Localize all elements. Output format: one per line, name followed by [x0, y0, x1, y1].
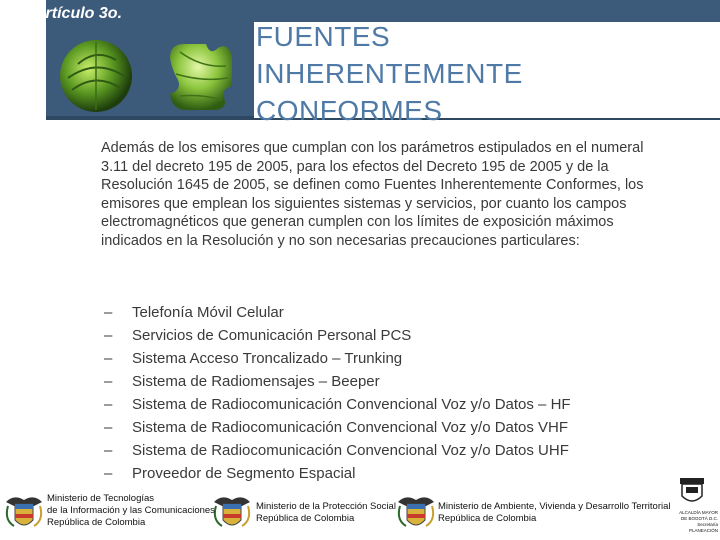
list-item: [104, 393, 571, 416]
bogota-logo-line: ALCALDÍA MAYOR: [679, 510, 718, 515]
ministry-tic-label: [47, 493, 215, 529]
ministry-environment-label: [438, 501, 671, 525]
list-item-text: Servicios de Comunicación Personal PCS: [132, 327, 412, 344]
list-dash: –: [104, 442, 113, 459]
list-item-text: Sistema Acceso Troncalizado – Trunking: [132, 350, 403, 367]
systems-list: [104, 301, 571, 485]
list-dash: –: [104, 396, 113, 413]
list-item: [104, 416, 571, 439]
ministry-tic-line: de la Información y las Comunicaciones: [47, 505, 215, 516]
list-item-text: Sistema de Radiocomunicación Convencional Voz y/o Datos UHF: [132, 442, 569, 459]
ministry-social-line: República de Colombia: [256, 513, 355, 524]
page-title: [256, 18, 656, 129]
list-item-text: Sistema de Radiomensajes – Beeper: [132, 373, 380, 390]
list-dash: –: [104, 327, 113, 344]
ministry-environment-line: República de Colombia: [438, 513, 537, 524]
title-line-1: FUENTES: [256, 21, 391, 52]
green-leaf-puzzle-icon: [162, 38, 238, 114]
colombia-coat-of-arms-icon: [212, 492, 252, 532]
list-item-text: Telefonía Móvil Celular: [132, 304, 284, 321]
colombia-coat-of-arms-icon: [4, 492, 44, 532]
title-line-2: INHERENTEMENTE: [256, 58, 523, 89]
list-item: [104, 370, 571, 393]
bogota-logo-text: [660, 510, 718, 534]
article-label: Artículo 3o.: [34, 5, 123, 22]
bogota-logo-line: Secretaría: [697, 522, 718, 527]
list-dash: –: [104, 304, 113, 321]
list-dash: –: [104, 373, 113, 390]
bogota-logo-line: PLANEACIÓN: [688, 528, 718, 533]
green-leaf-sphere-icon: [58, 38, 134, 114]
list-item: [104, 439, 571, 462]
list-item-text: Sistema de Radiocomunicación Convencional Voz y/o Datos VHF: [132, 419, 569, 436]
list-item-text: Sistema de Radiocomunicación Convencional Voz y/o Datos – HF: [132, 396, 571, 413]
list-item: [104, 301, 571, 324]
ministry-environment-line: Ministerio de Ambiente, Vivienda y Desarrollo Territorial: [438, 501, 671, 512]
list-item-text: Proveedor de Segmento Espacial: [132, 465, 356, 482]
list-item: [104, 347, 571, 370]
list-dash: –: [104, 465, 113, 482]
ministry-tic-line: República de Colombia: [47, 517, 146, 528]
ministry-social-line: Ministerio de la Protección Social: [256, 501, 396, 512]
list-dash: –: [104, 350, 113, 367]
body-paragraph: Además de los emisores que cumplan con los parámetros estipulados en el numeral 3.11 del decreto 195 de 2005, para los efectos del Decreto 195 de 2005 y de la Resolución 1645 de 2005, se definen como Fuentes Inherentemente Conformes, los emisores que emplean los siguientes sistemas y servicios, por cuanto los campos electromagnéticos que generan cumplen con los límites de exposición máximos indicados en la Resolución y no son necesarias precauciones particulares:: [101, 140, 644, 249]
ministry-tic-line: Ministerio de Tecnologías: [47, 493, 155, 504]
list-dash: –: [104, 419, 113, 436]
colombia-coat-of-arms-icon: [396, 492, 436, 532]
list-item: [104, 324, 571, 347]
title-line-3: CONFORMES: [256, 95, 443, 126]
ministry-social-label: [256, 501, 396, 525]
list-item: [104, 462, 571, 485]
bogota-shield-icon: [672, 476, 712, 508]
bogota-logo-line: DE BOGOTÁ D.C.: [680, 516, 718, 521]
